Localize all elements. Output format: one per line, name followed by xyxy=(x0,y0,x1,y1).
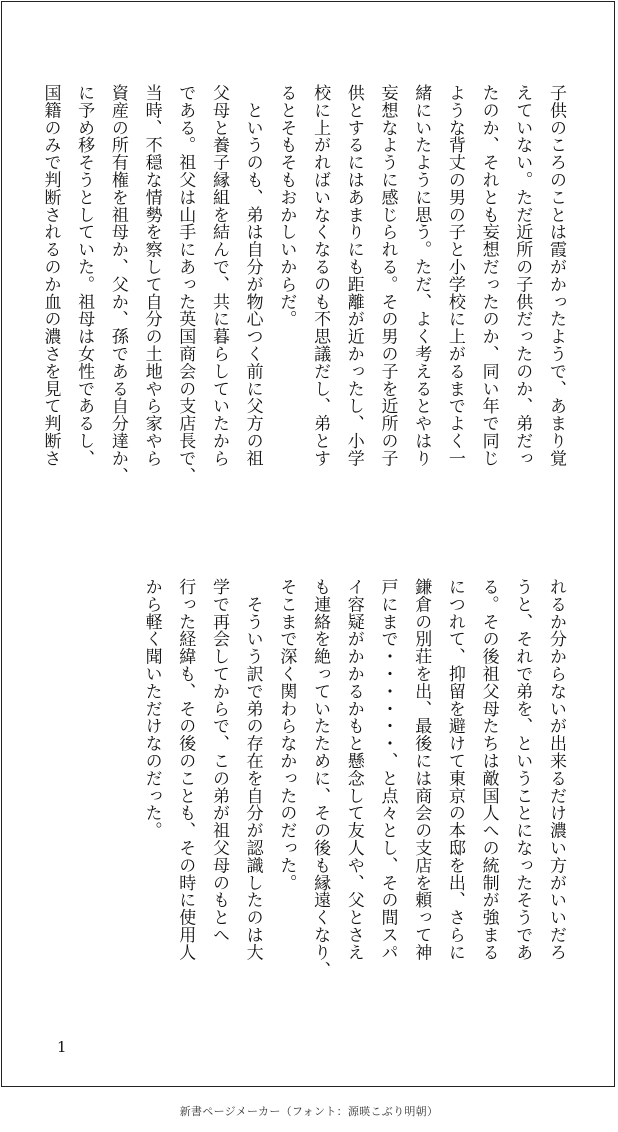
text-line: えていない。ただ近所の子供だったのか、弟だっ xyxy=(512,84,533,467)
text-line: 供とするにはあまりにも距離が近かったし、小学 xyxy=(343,84,364,467)
text-line: 国籍のみで判断されるのか血の濃さを見て判断さ xyxy=(40,84,61,467)
text-line: 行った経緯も、その後のことも、その時に使用人 xyxy=(175,578,196,961)
footer-caption: 新書ページメーカー（フォント：源暎こぶり明朝） xyxy=(179,1105,439,1118)
text-line: も連絡を絶っていたために、その後も縁遠くなり、 xyxy=(310,578,331,979)
text-line: につれて、抑留を避けて東京の本邸を出、さらに xyxy=(444,578,465,961)
text-line: 子供のころのことは霞がかったようで、あまり覚 xyxy=(546,84,566,467)
text-line: から軽く聞いただけなのだった。 xyxy=(141,578,162,839)
text-line: れるか分からないが出来るだけ濃い方がいいだろ xyxy=(546,578,566,961)
body-text-upper xyxy=(33,84,572,529)
text-line: 学で再会してからで、この弟が祖父母のもとへ xyxy=(208,578,229,944)
text-line: たのか、それとも妄想だったのか、同い年で同じ xyxy=(478,84,499,467)
text-line: 当時、不穏な情勢を察して自分の土地やら家やら xyxy=(141,84,162,467)
text-line: 校に上がればいなくなるのも不思議だし、弟とす xyxy=(310,84,331,467)
text-line: である。祖父は山手にあった英国商会の支店長で、 xyxy=(175,84,196,485)
text-line: 鎌倉の別荘を出、最後には商会の支店を頼って神 xyxy=(411,578,432,961)
body-text-lower xyxy=(134,578,572,1023)
text-line: に予め移そうとしていた。祖母は女性であるし、 xyxy=(74,84,95,467)
text-line: るとそもそもおかしいからだ。 xyxy=(276,84,297,328)
text-line: ような背丈の男の子と小学校に上がるまでよく一 xyxy=(444,84,465,467)
page-frame xyxy=(1,1,615,1087)
text-line: そこまで深く関わらなかったのだった。 xyxy=(276,578,297,892)
text-line: イ容疑がかかるかもと懸念して友人や、父とさえ xyxy=(343,578,364,961)
text-line: 戸にまで・・・・・・、と点々とし、その間スパ xyxy=(377,578,398,961)
text-line: そういう訳で弟の存在を自分が認識したのは大 xyxy=(242,578,263,961)
text-line: 資産の所有権を祖母か、父か、孫である自分達か、 xyxy=(107,84,128,485)
text-line: というのも、弟は自分が物心つく前に父方の祖 xyxy=(242,84,263,467)
page-number: 1 xyxy=(57,1038,67,1056)
text-line: 父母と養子縁組を結んで、共に暮らしていたから xyxy=(208,84,229,467)
text-line: うと、それで弟を、ということになったそうであ xyxy=(512,578,533,961)
text-line: る。その後祖父母たちは敵国人への統制が強まる xyxy=(478,578,499,961)
text-line: 妄想なように感じられる。その男の子を近所の子 xyxy=(377,84,398,467)
text-line: 緒にいたように思う。ただ、よく考えるとやはり xyxy=(411,84,432,467)
